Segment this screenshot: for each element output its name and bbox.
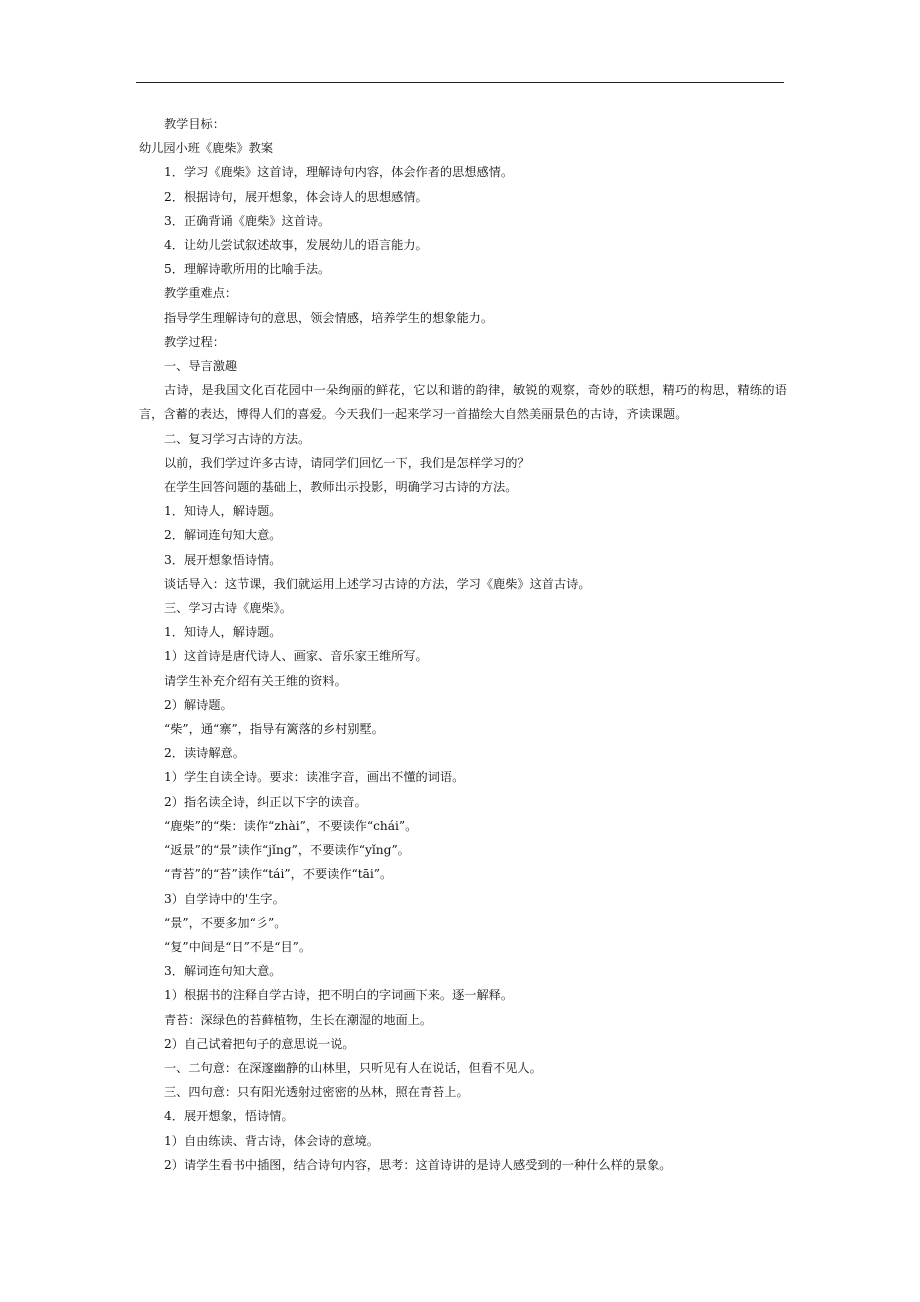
document-title: 幼儿园小班《鹿柴》教案 [139,141,274,156]
pronunciation-note: “返景”的“景”读作“jǐng”，不要读作“yǐng”。 [164,843,410,858]
paragraph: 在学生回答问题的基础上，教师出示投影，明确学习古诗的方法。 [164,480,518,495]
paragraph: 青苔：深绿色的苔藓植物，生长在潮湿的地面上。 [164,1012,433,1027]
list-item: 1．知诗人，解诗题。 [164,504,282,519]
section-heading-process: 教学过程： [164,334,225,349]
section-heading-key-points: 教学重难点： [164,286,238,301]
list-item: 3）自学诗中的'生字。 [164,891,285,906]
list-item: 2）请学生看书中插图，结合诗句内容，思考：这首诗讲的是诗人感受到的一种什么样的景象。 [164,1157,672,1172]
list-item: 3．解词连句知大意。 [164,964,282,979]
step-heading: 二、复习学习古诗的方法。 [164,431,311,446]
objective-item: 4．让幼儿尝试叙述故事，发展幼儿的语言能力。 [164,238,428,253]
objective-item: 2．根据诗句，展开想象，体会诗人的思想感情。 [164,189,428,204]
objective-item: 1．学习《鹿柴》这首诗，理解诗句内容，体会作者的思想感情。 [164,165,514,180]
paragraph: “柴”，通“寨”，指导有篱落的乡村别墅。 [164,722,384,737]
paragraph: 古诗，是我国文化百花园中一朵绚丽的鲜花，它以和谐的韵律，敏锐的观察，奇妙的联想，精巧的构思，精练的语言，含蓄的表达，博得人们的喜爱。今天我们一起来学习一首描绘大自然美丽景色的古诗，齐读课题。 [139,383,787,422]
list-item: 1）这首诗是唐代诗人、画家、音乐家王维所写。 [164,649,428,664]
paragraph: 指导学生理解诗句的意思，领会情感，培养学生的想象能力。 [164,310,494,325]
pronunciation-note: “青苔”的“苔”读作“tái”，不要读作“tāi”。 [164,867,393,882]
paragraph: 三、四句意：只有阳光透射过密密的丛林，照在青苔上。 [164,1085,469,1100]
list-item: 1．知诗人，解诗题。 [164,625,282,640]
paragraph: 请学生补充介绍有关王维的资料。 [164,673,347,688]
paragraph: 谈话导入：这节课，我们就运用上述学习古诗的方法，学习《鹿柴》这首古诗。 [164,576,591,591]
document-body [139,112,787,1177]
header-rule [136,82,784,83]
pronunciation-note: “鹿柴”的“柴：读作“zhài”，不要读作“chái”。 [164,818,418,833]
paragraph: 一、二句意：在深邃幽静的山林里，只听见有人在说话，但看不见人。 [164,1060,542,1075]
objective-item: 3．正确背诵《鹿柴》这首诗。 [164,213,331,228]
step-heading: 一、导言激趣 [164,359,238,374]
paragraph: 以前，我们学过许多古诗，请同学们回忆一下，我们是怎样学习的？ [164,455,530,470]
list-item: 2．读诗解意。 [164,746,245,761]
list-item: 3．展开想象悟诗情。 [164,552,282,567]
objective-item: 5．理解诗歌所用的比喻手法。 [164,262,331,277]
step-heading: 三、学习古诗《鹿柴》。 [164,601,292,616]
list-item: 2）解诗题。 [164,697,233,712]
list-item: 1）自由练读、背古诗，体会诗的意境。 [164,1133,379,1148]
list-item: 2）指名读全诗，纠正以下字的读音。 [164,794,367,809]
list-item: 1）根据书的注释自学古诗，把不明白的字词画下来。逐一解释。 [164,988,514,1003]
list-item: 2）自己试着把句子的意思说一说。 [164,1036,355,1051]
list-item: 4．展开想象，悟诗情。 [164,1109,294,1124]
paragraph: “复”中间是“日”不是“目”。 [164,939,312,954]
section-heading-objectives: 教学目标： [164,117,225,131]
list-item: 1）学生自读全诗。要求：读准字音，画出不懂的词语。 [164,770,465,785]
paragraph: “景”，不要多加“彡”。 [164,915,287,930]
list-item: 2．解词连句知大意。 [164,528,282,543]
